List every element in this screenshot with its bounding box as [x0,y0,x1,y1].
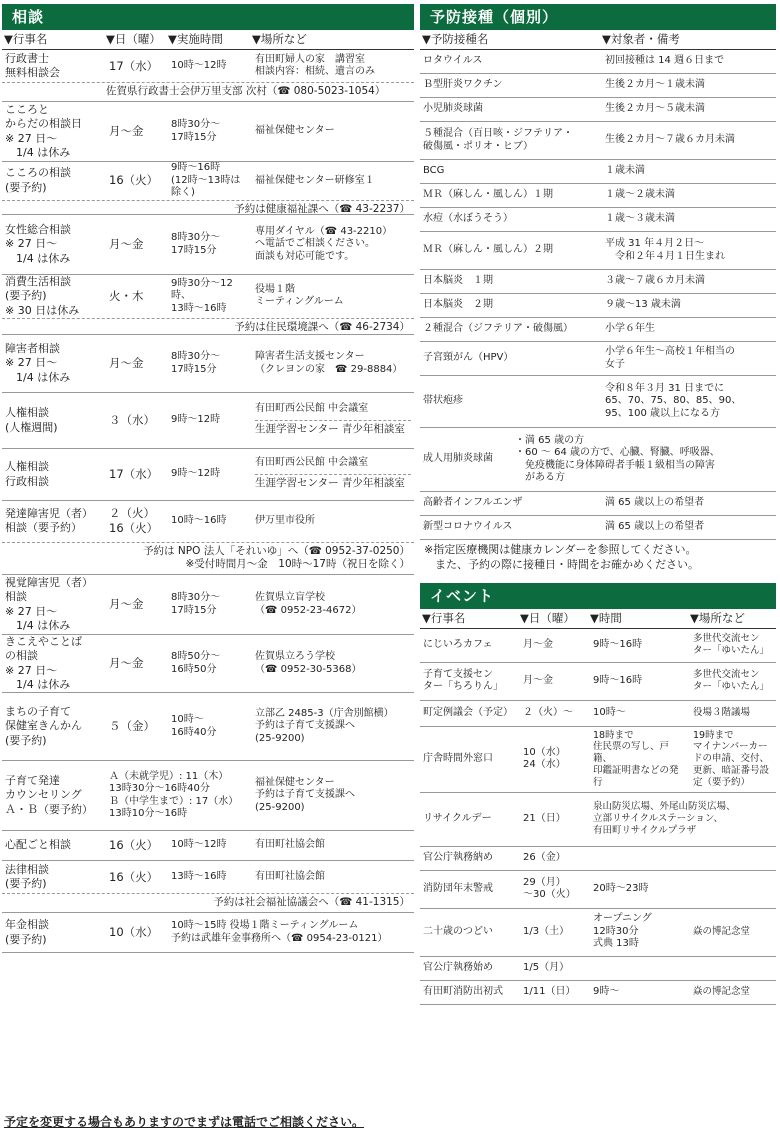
vaccine-name: 高齢者インフルエンザ [423,497,523,509]
event-day: ２（火）～ [523,706,573,718]
place-text: 佐賀県立ろう学校 （☎ 0952-30-5368） [255,651,362,675]
reservation-note: 予約は健康福祉課へ（☎ 43-2237） [2,200,414,216]
event-row [420,793,776,847]
vaccine-row [420,184,776,208]
event-place: 19時まで マイナンバーカー ドの申請、交付、 更新、暗証番号設 定（要予約） [693,729,770,788]
vaccine-target: ９歳～13 歳未満 [605,299,681,311]
soudan-section [2,4,414,953]
soudan-row-main [2,831,414,860]
event-row [420,847,776,871]
vaccine-row [420,208,776,232]
event-day: 1/11（日） [523,985,576,997]
vaccine-target: 満 65 歳以上の希望者 [605,497,705,509]
vaccine-name: 水痘（水ぼうそう） [423,213,513,225]
yobou-table [420,50,776,540]
vaccine-name: ５種混合（百日咳・ジフテリア・ 破傷風・ポリオ・ヒブ） [423,128,573,152]
soudan-row-main [2,102,414,161]
event-row [420,957,776,981]
event-name: 二十歳のつどい [423,925,493,937]
event-name: にじいろカフェ [423,638,493,650]
event-name: 年金相談 (要予約) [5,918,49,946]
event-place [252,226,414,264]
header-time: ▼実施時間 [168,32,223,47]
event-place: 多世代交流セン ター「ゆいたん」 [693,669,770,693]
event-day: 1/5（月） [523,961,570,973]
event-time: 18時まで 住民票の写し、戸籍、 印鑑証明書などの発行 [593,729,679,788]
event-place [252,457,414,492]
vaccine-target: 小学６年生 [605,323,655,335]
place-text: 福祉保健センター [255,125,335,137]
soudan-row [2,501,414,575]
event-day: 17（水） [109,58,159,73]
vaccine-row [420,74,776,98]
place-text: 福祉保健センター 予約は子育て支援課へ (25-9200) [255,776,355,813]
event-time: 8時30分～ 17時15分 [171,351,221,375]
event-row [420,909,776,957]
event-day: 月～金 [109,656,144,671]
soudan-row [2,913,414,953]
vaccine-name: ＭＲ（麻しん・風しん）１期 [423,189,553,201]
event-place: 役場３階議場 [693,707,751,719]
vaccine-target: ・満 65 歳の方 ・60 ～ 64 歳の方で、心臓、腎臓、呼吸器、 免疫機能に身体障碍者手帳１級相当の障害 がある方 [515,434,720,483]
event-time: 9時～16時 [593,674,643,686]
event-place [252,777,414,815]
event-place [252,651,414,676]
event-day: ２（火） 16（火） [109,506,159,536]
event-day: 月～金 [109,124,144,139]
event-time: 9時～ [593,985,620,997]
vaccine-target: 平成 31 年４月２日～ 令和２年４月１日生まれ [605,238,725,262]
vaccine-name: ＭＲ（麻しん・風しん）２期 [423,244,553,256]
event-place [252,839,414,852]
event-name: 行政書士 無料相談会 [5,51,60,80]
header-vaccine: ▼予防接種名 [422,32,489,47]
event-name: 官公庁執務始め [423,961,493,973]
reservation-note: 予約は住民環境課へ（☎ 46-2734） [2,318,414,335]
event-time: 9時～12時 [171,414,221,426]
vaccine-target: 生後２カ月～７歳６カ月未満 [605,134,735,146]
event-time: 9時～16時 (12時～13時は除く) [171,162,241,198]
event-place [252,708,414,746]
event-place [252,871,414,884]
event-day: 16（火） [109,869,159,884]
vaccine-row [420,232,776,270]
yobou-note: ※指定医療機関は健康カレンダーを参照してください。 また、予約の際に接種日・時間をお確かめください。 [424,543,699,571]
event-day: 10（水） 24（水） [523,746,566,771]
soudan-row [2,162,414,215]
vaccine-name: ２種混合（ジフテリア・破傷風） [423,323,573,335]
event-time: 9時～16時 [593,638,643,650]
place-text: 佐賀県立盲学校 （☎ 0952-23-4672） [255,592,362,616]
event-day: 月～金 [109,356,144,371]
event-name: 女性総合相談 ※ 27 日～ 1/4 は休み [5,223,71,265]
vaccine-target: 小学６年生～高校１年相当の 女子 [605,346,735,370]
place-text: 有田町西公民館 中会議室 [255,457,369,469]
place-text: 有田町西公民館 中会議室 [255,403,369,415]
vaccine-row [420,318,776,342]
event-time: 10時～12時 [171,839,227,851]
event-day: 26（金） [523,851,566,863]
vaccine-target: 生後２カ月～１歳未満 [605,79,705,91]
event-time: 8時30分～ 17時15分 [171,119,221,143]
soudan-row-main [2,693,414,760]
event-time: 9時30分～12時、 13時～16時 [171,277,233,314]
event-title: イベント [420,583,776,609]
event-place [252,403,414,438]
soudan-row-main [2,162,414,200]
place-text: 福祉保健センター研修室１ [255,174,375,186]
vaccine-name: 新型コロナウイルス [423,521,513,533]
soudan-row-main [2,913,414,952]
event-day: 21（日） [523,812,566,824]
reservation-note: 佐賀県行政書士会伊万里支部 次村（☎ 080-5023-1054） [2,82,414,101]
event-time: 10時～ 16時40分 [171,714,217,738]
soudan-row-main [2,761,414,830]
soudan-footer: 予定を変更する場合もありますのでまずは電話でご相談ください。 [4,1115,365,1129]
event-name: 視覚障害児（者） 相談 ※ 27 日～ 1/4 は休み [5,575,93,632]
event-place: 焱の博記念堂 [693,926,751,938]
event-place [252,592,414,617]
place-text-2: 生涯学習センター 青少年相談室 [255,420,411,438]
event-place [252,515,414,528]
soudan-row [2,761,414,831]
place-text: 伊万里市役所 [255,515,315,527]
event-time: 20時～23時 [593,882,649,894]
vaccine-row [420,270,776,294]
soudan-row [2,635,414,693]
soudan-row [2,831,414,861]
soudan-row-main [2,861,414,893]
soudan-row-main [2,449,414,500]
event-place [252,54,414,79]
vaccine-target: １歳未満 [605,165,645,177]
soudan-row [2,575,414,635]
vaccine-name: Ｂ型肝炎ワクチン [423,79,503,91]
event-name: 障害者相談 ※ 27 日～ 1/4 は休み [5,342,71,384]
vaccine-name: 成人用肺炎球菌 [423,453,493,465]
vaccine-name: 小児肺炎球菌 [423,103,483,115]
soudan-table [2,50,414,953]
soudan-row [2,449,414,501]
soudan-row-main [2,50,414,82]
event-name: 子育て支援セン ター「ちろりん」 [423,668,503,693]
place-text: 専用ダイヤル（☎ 43-2210） へ電話でご相談ください。 面談も対応可能です。 [255,225,393,262]
event-name: 官公庁執務納め [423,851,493,863]
soudan-row [2,102,414,162]
event-name: 消防団年末警戒 [423,882,493,894]
event-time: オープニング 12時30分 式典 13時 [593,913,652,950]
vaccine-target: ３歳～７歳６カ月未満 [605,275,705,287]
header-target: ▼対象者・備考 [602,32,680,47]
vaccine-name: 日本脳炎 ２期 [423,299,493,311]
event-day: 16（火） [109,173,159,188]
event-name: 有田町消防出初式 [423,985,503,997]
soudan-row-main [2,393,414,448]
event-name: 発達障害児（者） 相談（要予約） [5,507,93,535]
vaccine-target: 生後２カ月～５歳未満 [605,103,705,115]
event-day: 10（水） [109,925,159,940]
header-place: ▼場所など [252,32,307,47]
soudan-row-main [2,335,414,392]
reservation-note: 予約は社会福祉協議会へ（☎ 41-1315） [2,893,414,912]
vaccine-row [420,342,776,376]
event-name: まちの子育て 保健室きんかん (要予約) [5,705,82,747]
vaccine-row [420,516,776,540]
place-text: 障害者生活支援センター （クレヨンの家 ☎ 29-8884） [255,351,403,375]
event-table [420,629,776,1005]
event-day: 月～金 [523,674,553,686]
soudan-row [2,693,414,761]
yobou-header [420,30,776,50]
event-name: 人権相談 行政相談 [5,460,49,488]
event-time: 8時30分～ 17時15分 [171,592,221,616]
event-day: 17（水） [109,467,159,482]
soudan-row-main [2,635,414,692]
header-event-day: ▼日（曜） [520,610,575,625]
yobou-title: 予防接種（個別） [420,4,776,30]
event-time: 13時～16時 [171,870,227,882]
event-time: 9時～12時 [171,468,221,480]
event-place [252,175,414,188]
event-time: 10時～ [593,706,626,718]
vaccine-target: 満 65 歳以上の希望者 [605,521,705,533]
event-day: Ａ（未就学児）: 11（木） 13時30分～16時40分 Ｂ（中学生まで）: 17（水） 13時10分～16時 [109,770,239,819]
event-day: 1/3（土） [523,925,570,937]
event-name: きこえやことば の相談 ※ 27 日～ 1/4 は休み [5,635,82,691]
soudan-row [2,393,414,449]
vaccine-target: １歳～２歳未満 [605,189,675,201]
event-day: 29（月） ～30（火） [523,876,576,901]
place-text: 有田町社協会館 [255,839,325,851]
place-text: 役場１階 ミーティングルーム [255,283,344,308]
vaccine-name: 帯状疱疹 [423,395,463,407]
vaccine-row [420,50,776,74]
event-place [252,351,414,376]
event-time: 10時～16時 [171,515,227,527]
event-row [420,663,776,701]
header-event-place: ▼場所など [690,610,745,625]
event-day: ３（水） [109,413,155,428]
vaccine-row [420,376,776,428]
vaccine-row [420,122,776,160]
vaccine-name: BCG [423,165,445,177]
right-column [420,4,776,1005]
event-row [420,701,776,727]
event-header [420,609,776,629]
event-name: 心配ごと相談 [5,838,71,852]
event-time: 10時～15時 役場１階ミーティングルーム 予約は武雄年金事務所へ（☎ 0954-23-0121） [171,920,388,944]
event-place [252,125,414,138]
event-day: 月～金 [523,638,553,650]
event-day: 月～金 [109,237,144,252]
event-name: リサイクルデー [423,812,492,824]
event-place [252,284,414,309]
reservation-note: 予約は NPO 法人「それいゆ」へ（☎ 0952-37-0250） ※受付時間月～金 10時～17時（祝日を除く） [2,542,414,574]
place-text: 有田町社協会館 [255,870,325,882]
event-day: 16（火） [109,838,159,853]
soudan-row [2,50,414,102]
vaccine-row [420,294,776,318]
event-name: 子育て発達 カウンセリング Ａ・Ｂ（要予約） [5,774,93,816]
event-place: 焱の博記念堂 [693,986,751,998]
event-place: 多世代交流セン ター「ゆいたん」 [693,633,770,657]
place-text-2: 生涯学習センター 青少年相談室 [255,474,411,492]
soudan-row-main [2,215,414,274]
soudan-row [2,215,414,275]
vaccine-row [420,428,776,492]
event-name: こころの相談 (要予約) [5,166,71,194]
event-time: 10時～12時 [171,59,227,71]
event-day: 火・木 [109,288,144,303]
event-name: 庁舎時間外窓口 [423,752,493,764]
vaccine-target: １歳～３歳未満 [605,213,675,225]
event-row [420,727,776,793]
soudan-row-main [2,575,414,634]
vaccine-target: 令和８年３月 31 日までに 65、70、75、80、85、90、 95、100 歳以上になる方 [605,382,742,419]
place-text: 立部乙 2485-3（庁舎別館横） 予約は子育て支援課へ (25-9200) [255,707,394,744]
soudan-title: 相談 [2,4,414,30]
header-event: ▼行事名 [422,610,466,625]
vaccine-row [420,98,776,122]
vaccine-name: 日本脳炎 １期 [423,275,493,287]
event-name: 人権相談 (人権週間) [5,406,58,434]
header-event-time: ▼時間 [590,610,622,625]
event-place: 泉山防災広場、外尾山防災広場、 立部リサイクルステーション、 有田町リサイクルプラザ [593,801,736,837]
vaccine-name: 子宮頸がん（HPV） [423,352,514,364]
event-row [420,871,776,909]
event-time: 8時30分～ 17時15分 [171,232,221,256]
soudan-row [2,275,414,335]
event-name: 消費生活相談 (要予約) ※ 30 日は休み [5,275,80,317]
soudan-row [2,861,414,913]
vaccine-target: 初回接種は 14 週６日まで [605,55,725,67]
event-row [420,981,776,1005]
soudan-row [2,335,414,393]
vaccine-name: ロタウイルス [423,55,483,67]
vaccine-row [420,160,776,184]
header-day: ▼日（曜） [106,32,161,47]
event-name: 法律相談 (要予約) [5,862,49,891]
vaccine-row [420,492,776,516]
header-event-name: ▼行事名 [4,32,48,47]
event-name: 町定例議会（予定） [423,706,513,718]
event-row [420,629,776,663]
soudan-header [2,30,414,50]
soudan-row-main [2,501,414,542]
event-name: こころと からだの相談日 ※ 27 日～ 1/4 は休み [5,102,82,159]
place-text: 有田町婦人の家 講習室 相談内容：相続、遺言のみ [255,53,375,78]
event-time: 8時50分～ 16時50分 [171,651,221,675]
soudan-row-main [2,275,414,318]
event-day: ５（金） [109,719,155,734]
event-day: 月～金 [109,597,144,612]
